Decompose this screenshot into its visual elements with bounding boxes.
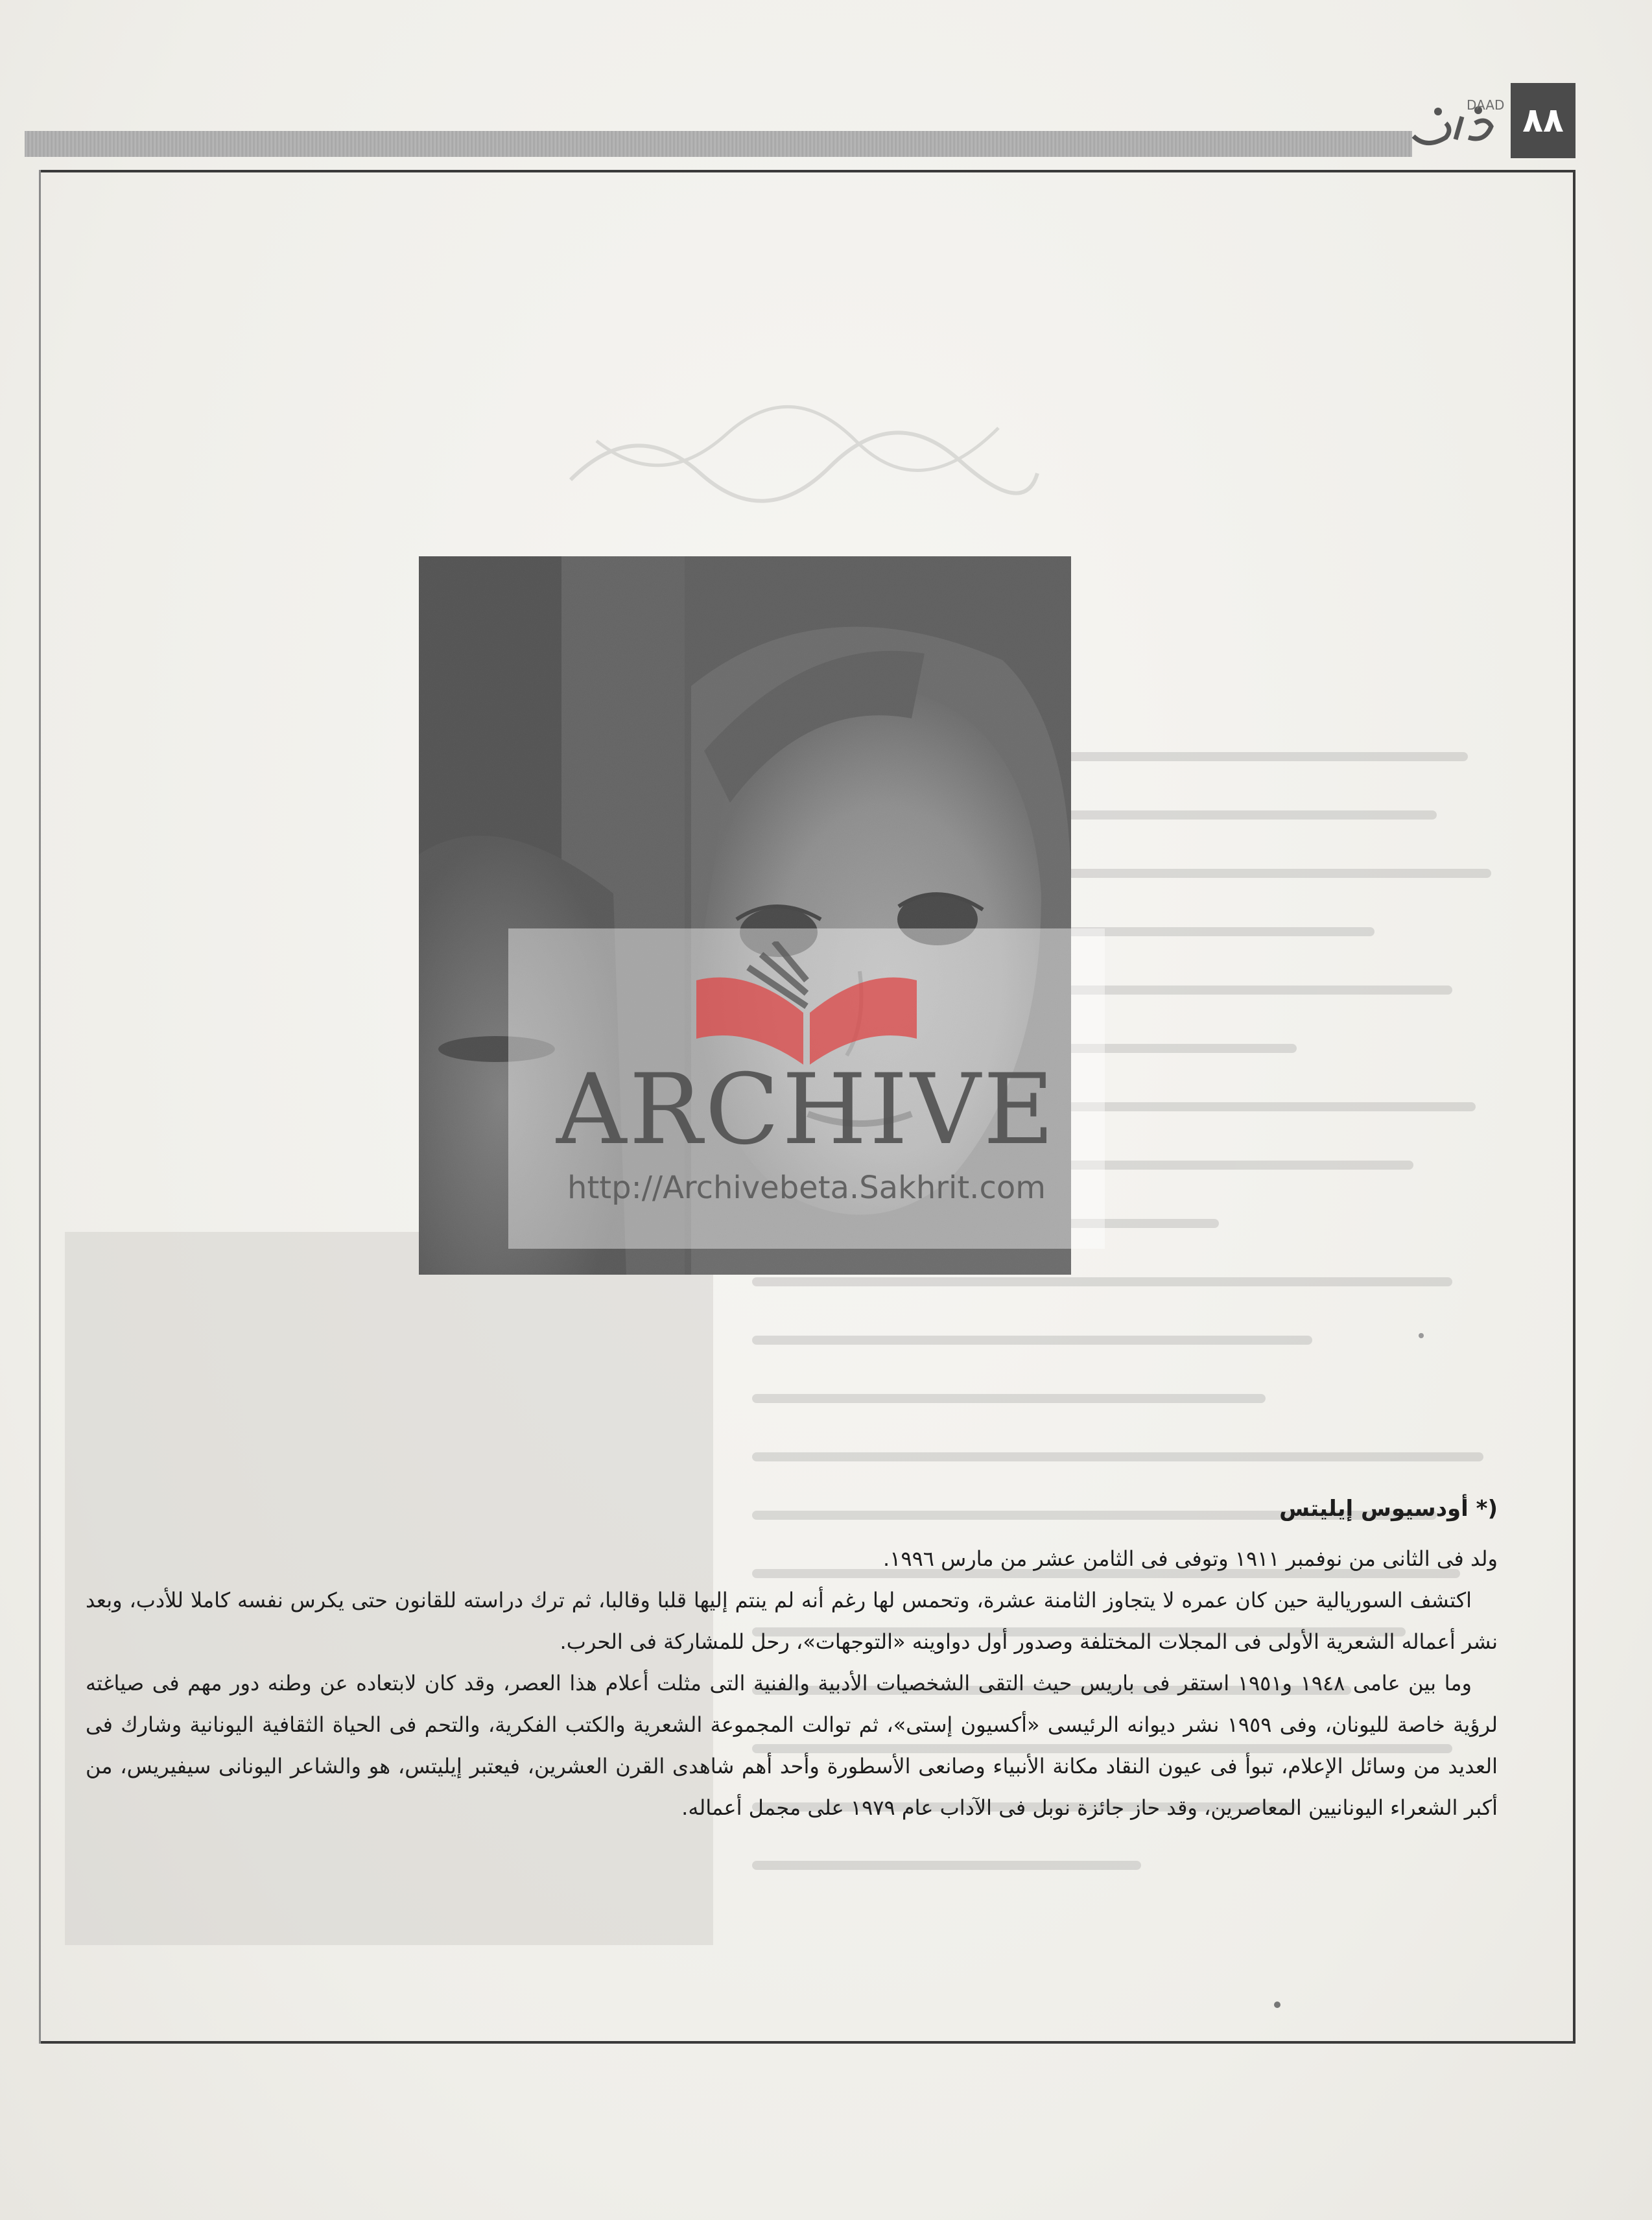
frame-bottom-rule [39,2041,1575,2044]
article-paragraph-2: اكتشف السوريالية حين كان عمره لا يتجاوز الثامنة عشرة، وتحمس لها رغم أنه لم ينتم إليها قلبا وقالبا، ثم ترك دراسته للقانون حتى يكرس نفسه كاملا للأدب، وبعد نشر أعماله الشعرية الأولى فى المجلات المختلفة وصدور أول دواوينه «التوجهات»، رحل للمشاركة فى الحرب. [86,1588,1498,1654]
scan-speck [1419,1333,1424,1338]
bleed-through-title [558,402,1050,506]
article-heading: (* أودسيوس إيليتس [1279,1496,1498,1522]
page-number: ٨٨ [1511,83,1575,158]
scan-speck [1274,2002,1280,2008]
frame-left-rule [39,170,41,2044]
watermark-title: ARCHIVE [556,1054,1057,1166]
article-paragraph-3: وما بين عامى ١٩٤٨ و١٩٥١ استقر فى باريس حيث التقى الشخصيات الأدبية والفنية التى مثلت أعلام هذا العصر، وقد كان لابتعاده عن وطنه دور مهم فى صياغته لرؤية خاصة لليونان، وفى ١٩٥٩ نشر ديوانه الرئيسى «أكسيون إستى»، ثم توالت المجموعة الشعرية والكتب الفكرية، والتحم فى الحياة الثقافية اليونانية وشارك فى العديد من وسائل الإعلام، تبوأ فى عيون النقاد مكانة الأنبياء وصانعى الأسطورة وأحد أهم شاهدى القرن العشرين، فيعتبر إيليتس، هو والشاعر اليونانى سيفيريس، من أكبر الشعراء اليونانيين المعاصرين، وقد حاز جائزة نوبل فى الآداب عام ١٩٧٩ على مجمل أعماله. [86,1671,1498,1820]
logo-latin-text: DAAD [1467,97,1505,113]
biography-article [86,1491,1498,1828]
frame-top-rule [39,170,1575,172]
archive-watermark [508,928,1105,1249]
frame-right-rule [1573,170,1575,2044]
article-paragraph-1: ولد فى الثانى من نوفمبر ١٩١١ وتوفى فى الثامن عشر من مارس ١٩٩٦. [883,1546,1498,1571]
open-book-icon [670,941,943,1071]
watermark-url: http://Archivebeta.Sakhrit.com [567,1170,1046,1206]
header-bar [25,131,1412,157]
